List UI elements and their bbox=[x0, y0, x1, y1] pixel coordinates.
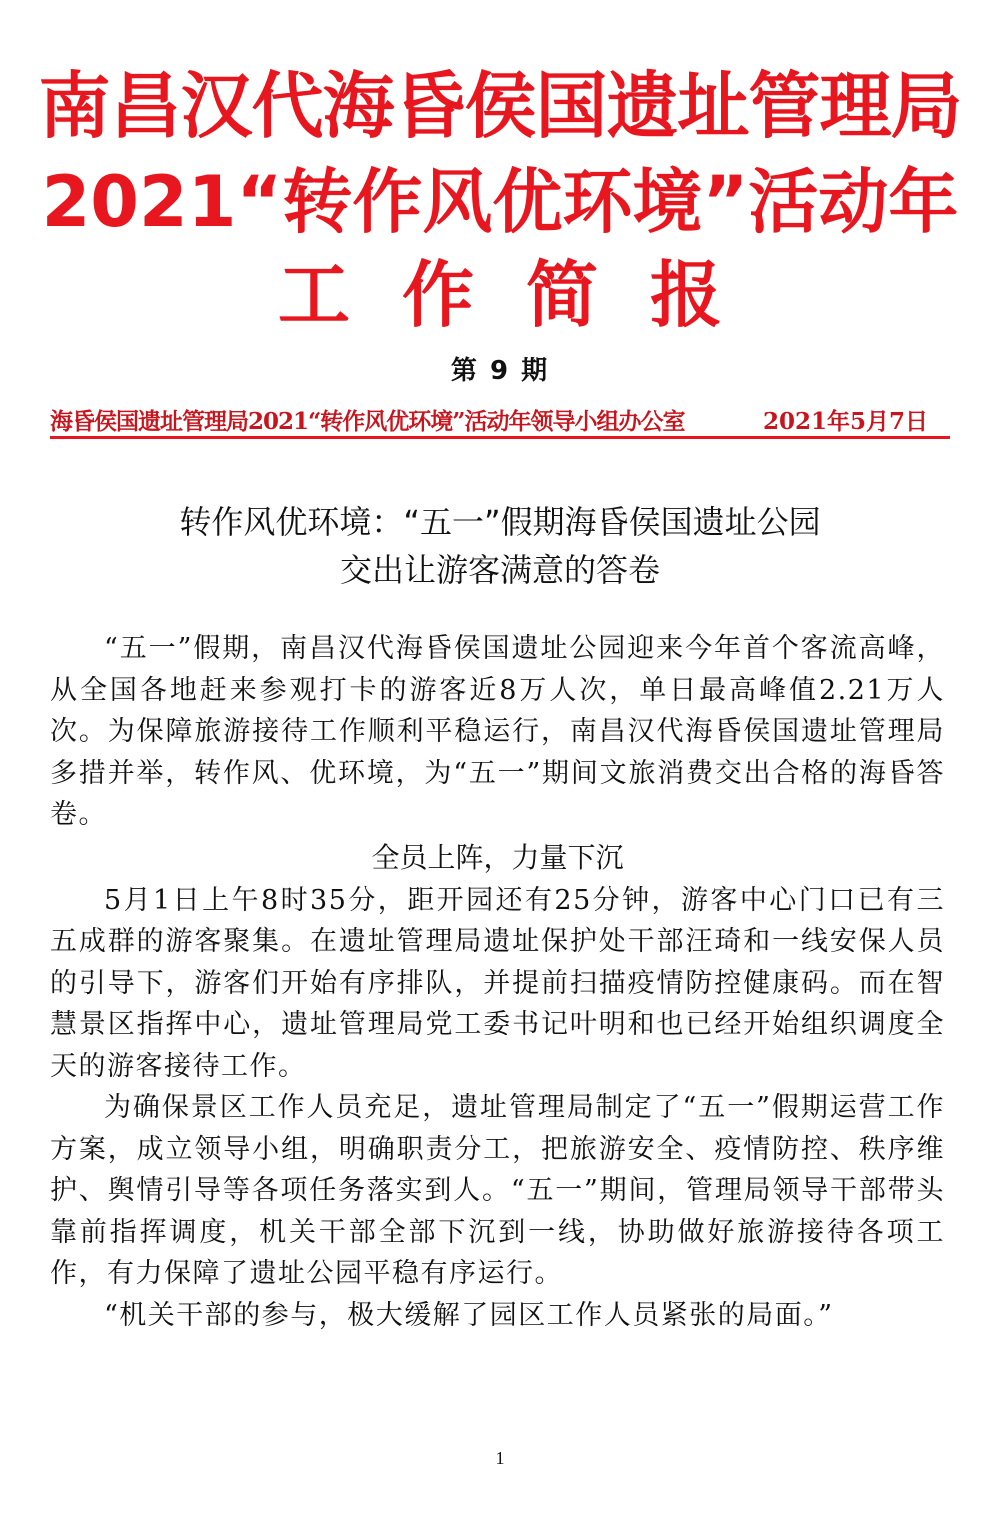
paragraph-quote: “机关干部的参与，极大缓解了园区工作人员紧张的局面。” bbox=[104, 1299, 834, 1331]
article-title-line1: 转作风优环境：“五一”假期海昏侯国遗址公园 bbox=[179, 503, 821, 541]
issuer-name: 海昏侯国遗址管理局2021“转作风优环境”活动年领导小组办公室 bbox=[50, 408, 685, 435]
article-body bbox=[50, 628, 945, 1336]
issue-number: 第 9 期 bbox=[450, 356, 550, 386]
article-title-line2: 交出让游客满意的答卷 bbox=[339, 551, 660, 589]
section-heading: 全员上阵，力量下沉 bbox=[371, 840, 624, 874]
issuer-row bbox=[50, 403, 950, 437]
paragraph-intro: “五一”假期，南昌汉代海昏侯国遗址公园迎来今年首个客流高峰，从全国各地赶来参观打卡的游客近8万人次，单日最高峰值2.21万人次。为保障旅游接待工作顺利平稳运行，南昌汉代海昏侯国遗址管理局多措并举，转作风、优环境，为“五一”期间文旅消费交出合格的海昏答卷。 bbox=[50, 633, 945, 830]
page-number: 1 bbox=[495, 1448, 505, 1468]
masthead-divider bbox=[50, 436, 950, 439]
paragraph-morning: 5月1日上午8时35分，距开园还有25分钟，游客中心门口已有三五成群的游客聚集。在遗址管理局遗址保护处干部汪琦和一线安保人员的引导下，游客们开始有序排队，并提前扫描疫情防控健康码。而在智慧景区指挥中心，遗址管理局党工委书记叶明和也已经开始组织调度全天的游客接待工作。 bbox=[50, 884, 945, 1082]
paragraph-staffing: 为确保景区工作人员充足，遗址管理局制定了“五一”假期运营工作方案，成立领导小组，明确职责分工，把旅游安全、疫情防控、秩序维护、舆情引导等各项任务落实到人。“五一”期间，管理局领导干部带头靠前指挥调度，机关干部全部下沉到一线，协助做好旅游接待各项工作，有力保障了遗址公园平稳有序运行。 bbox=[50, 1092, 945, 1289]
issue-date: 2021年5月7日 bbox=[762, 408, 928, 435]
masthead-title-line1: 南昌汉代海昏侯国遗址管理局 bbox=[38, 64, 962, 148]
masthead-title-line2: 2021“转作风优环境”活动年 bbox=[41, 161, 959, 243]
masthead-title-line3: 工作简报 bbox=[277, 253, 774, 337]
